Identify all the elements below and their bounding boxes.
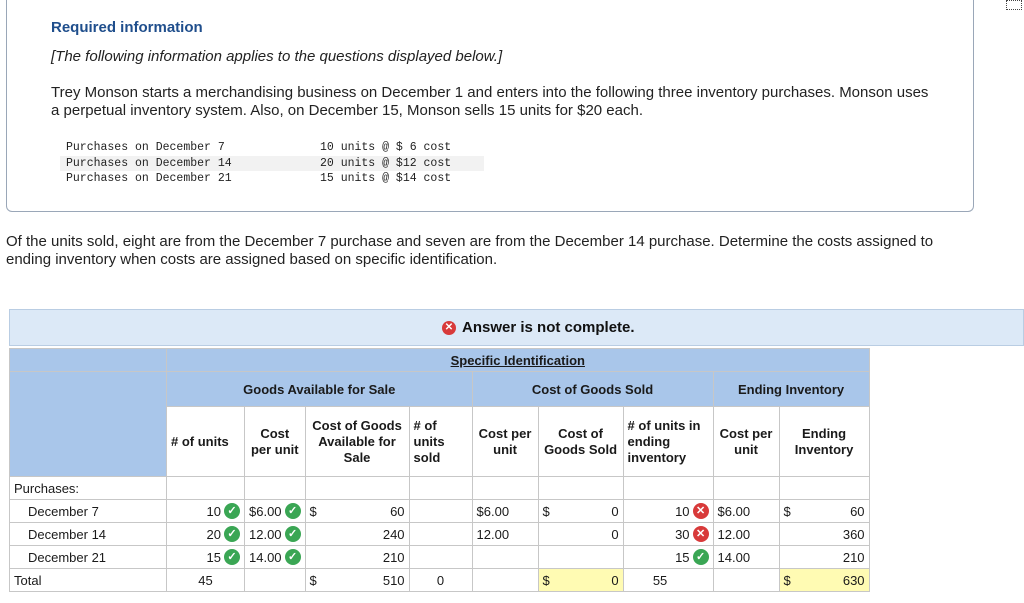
col-cost-per-unit-2: Cost per unit (472, 407, 538, 477)
col-cost-per-unit: Cost per unit (245, 407, 306, 477)
units-input[interactable]: 15 ✓ (167, 546, 245, 569)
incorrect-icon: ✕ (693, 526, 709, 542)
cpu-input[interactable]: 12.00 ✓ (245, 523, 306, 546)
correct-icon: ✓ (285, 503, 301, 519)
units-input[interactable]: 20 ✓ (167, 523, 245, 546)
applies-note: [The following information applies to the questions displayed below.] (51, 48, 503, 65)
units-end-input[interactable]: 15 ✓ (623, 546, 713, 569)
correct-icon: ✓ (224, 503, 240, 519)
cpu-input[interactable]: $6.00 ✓ (245, 500, 306, 523)
table-title: Specific Identification (167, 349, 870, 372)
incorrect-icon: ✕ (693, 503, 709, 519)
problem-paragraph: Trey Monson starts a merchandising business on December 1 and enters into the following three inventory purchases. Monson uses a perpetual inventory system. Also, on December 15, Monson sells 15 units for $20 each. (51, 84, 929, 119)
drag-handle-icon[interactable] (1006, 0, 1022, 10)
table-row: December 7 10 ✓ $6.00 ✓ $ 60 $6.00 $ 0 10 ✕ $6.00 $ 60 (10, 500, 870, 523)
required-info-title: Required information (51, 19, 203, 36)
table-row: December 14 20 ✓ 12.00 ✓ 240 12.00 0 30 ✕ 12.00 360 (10, 523, 870, 546)
row-label: December 14 (10, 523, 167, 546)
total-label: Total (10, 569, 167, 592)
row-label: December 21 (10, 546, 167, 569)
purchases-label: Purchases: (10, 477, 167, 500)
units-end-input[interactable]: 30 ✕ (623, 523, 713, 546)
group-goods-available: Goods Available for Sale (167, 372, 473, 407)
col-units-sold: # of units sold (409, 407, 472, 477)
purchase-row: Purchases on December 14 20 units @ $12 cost (60, 156, 484, 172)
specific-identification-table (9, 348, 870, 592)
col-cogs: Cost of Goods Sold (538, 407, 623, 477)
row-label: December 7 (10, 500, 167, 523)
answer-status-text: Answer is not complete. (462, 319, 635, 336)
units-sold-input[interactable] (409, 523, 472, 546)
units-end-input[interactable]: 10 ✕ (623, 500, 713, 523)
units-sold-input[interactable] (409, 546, 472, 569)
purchase-row: Purchases on December 7 10 units @ $ 6 cost (66, 141, 452, 154)
cpu-input[interactable]: 14.00 ✓ (245, 546, 306, 569)
answer-status-bar (9, 309, 1024, 346)
correct-icon: ✓ (224, 526, 240, 542)
col-units-end: # of units in ending inventory (623, 407, 713, 477)
correct-icon: ✓ (224, 549, 240, 565)
incorrect-icon: ✕ (442, 321, 456, 335)
purchase-row: Purchases on December 21 15 units @ $14 cost (66, 172, 452, 185)
units-sold-input[interactable] (409, 500, 472, 523)
group-ending-inventory: Ending Inventory (713, 372, 869, 407)
correct-icon: ✓ (285, 549, 301, 565)
correct-icon: ✓ (693, 549, 709, 565)
table-row: December 21 15 ✓ 14.00 ✓ 210 15 ✓ 14.00 210 (10, 546, 870, 569)
col-cost-per-unit-3: Cost per unit (713, 407, 779, 477)
units-input[interactable]: 10 ✓ (167, 500, 245, 523)
col-ending-inventory: Ending Inventory (779, 407, 869, 477)
correct-icon: ✓ (285, 526, 301, 542)
question-text: Of the units sold, eight are from the December 7 purchase and seven are from the December 14 purchase. Determine the costs assigned to ending inventory when costs are assigned based on specific identification. (6, 233, 934, 268)
col-units: # of units (167, 407, 245, 477)
col-cogafs: Cost of Goods Available for Sale (305, 407, 409, 477)
total-row: Total 45 $ 510 0 $ 0 55 $ 630 (10, 569, 870, 592)
group-cogs: Cost of Goods Sold (472, 372, 713, 407)
purchases-list (60, 140, 484, 187)
